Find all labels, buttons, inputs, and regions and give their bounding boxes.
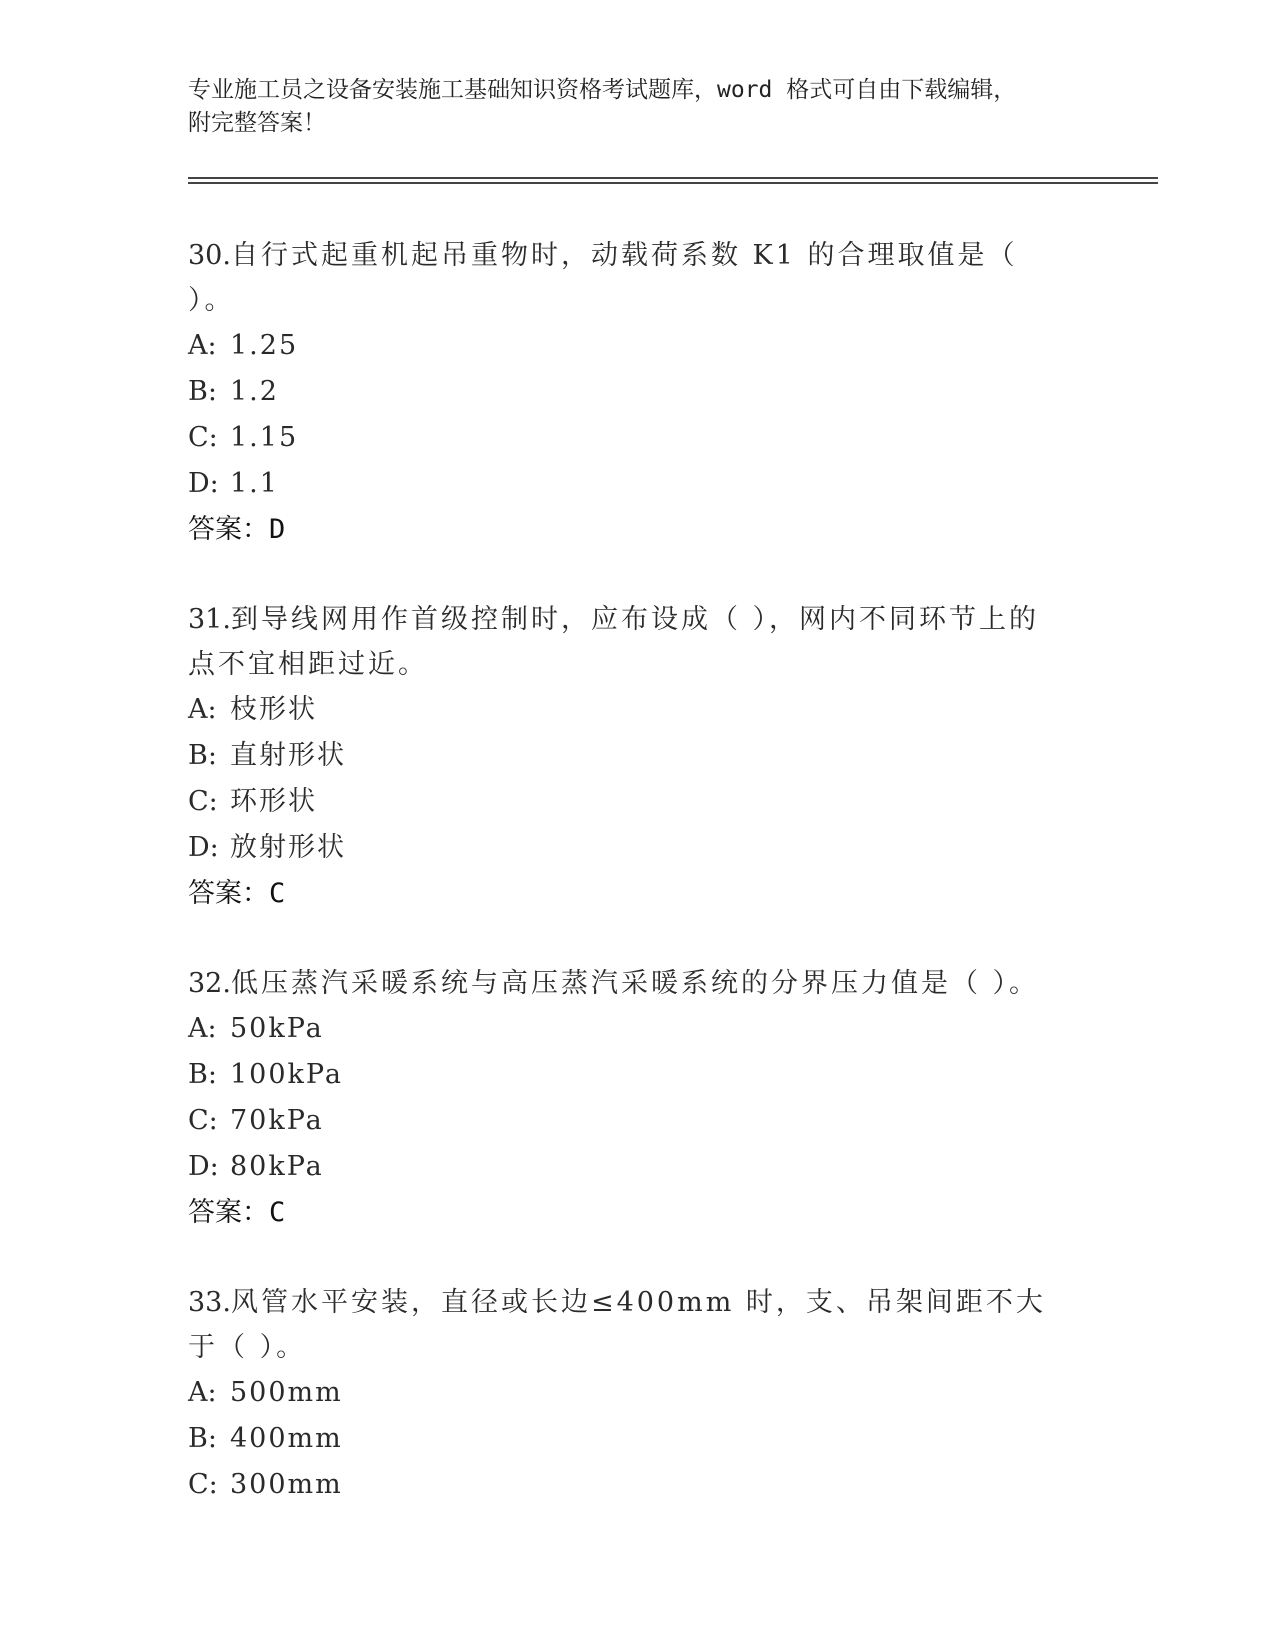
option-text: 50kPa <box>230 1013 324 1044</box>
option-letter: A: <box>188 694 217 725</box>
option-b <box>188 369 1088 415</box>
option-d <box>188 461 1088 507</box>
answer-line: 答案：C <box>188 878 286 909</box>
question-stem <box>188 961 1068 1006</box>
question-number: 30. <box>188 240 231 271</box>
option-c <box>188 1098 1088 1144</box>
option-letter: A: <box>188 1377 217 1408</box>
option-text: 1.15 <box>230 422 299 453</box>
option-letter: D: <box>188 832 219 863</box>
question-32 <box>188 961 1088 1236</box>
header-divider-top <box>188 177 1158 179</box>
question-text: 低压蒸汽采暖系统与高压蒸汽采暖系统的分界压力值是（ ）。 <box>230 968 1040 999</box>
answer-line: 答案：C <box>188 1197 286 1228</box>
option-letter: C: <box>188 422 218 453</box>
option-a <box>188 1006 1088 1052</box>
option-text: 环形状 <box>230 786 317 817</box>
question-stem <box>188 1280 1068 1370</box>
option-letter: B: <box>188 1423 217 1454</box>
question-stem <box>188 233 1068 323</box>
header-divider-bottom <box>188 182 1158 184</box>
option-letter: B: <box>188 740 217 771</box>
option-c <box>188 1462 1088 1508</box>
option-a <box>188 1370 1088 1416</box>
option-text: 直射形状 <box>230 740 346 771</box>
option-text: 500mm <box>230 1377 343 1408</box>
option-d <box>188 1144 1088 1190</box>
question-text: 自行式起重机起吊重物时，动载荷系数 K1 的合理取值是（ ）。 <box>188 240 1018 316</box>
document-header <box>188 74 1088 140</box>
question-stem <box>188 597 1068 687</box>
option-letter: B: <box>188 376 217 407</box>
option-text: 1.1 <box>230 468 279 499</box>
option-text: 100kPa <box>230 1059 343 1090</box>
option-letter: C: <box>188 1105 218 1136</box>
option-c <box>188 779 1088 825</box>
header-line-2: 附完整答案！ <box>188 110 326 136</box>
question-number: 31. <box>188 604 231 635</box>
question-text: 风管水平安装，直径或长边≤400mm 时，支、吊架间距不大于（ ）。 <box>188 1287 1046 1363</box>
question-33 <box>188 1280 1088 1508</box>
option-a <box>188 687 1088 733</box>
option-letter: D: <box>188 468 219 499</box>
question-number: 33. <box>188 1287 231 1318</box>
header-line-1: 专业施工员之设备安装施工基础知识资格考试题库，word 格式可自由下载编辑， <box>188 77 1017 103</box>
option-b <box>188 733 1088 779</box>
option-letter: D: <box>188 1151 219 1182</box>
option-letter: A: <box>188 1013 217 1044</box>
option-c <box>188 415 1088 461</box>
question-number: 32. <box>188 968 231 999</box>
question-30 <box>188 233 1088 553</box>
option-b <box>188 1052 1088 1098</box>
question-31 <box>188 597 1088 917</box>
option-text: 400mm <box>230 1423 343 1454</box>
option-text: 放射形状 <box>230 832 346 863</box>
option-a <box>188 323 1088 369</box>
option-letter: C: <box>188 1469 218 1500</box>
option-text: 70kPa <box>230 1105 324 1136</box>
question-list <box>188 233 1088 1552</box>
question-text: 到导线网用作首级控制时，应布设成（ ），网内不同环节上的点不宜相距过近。 <box>188 604 1040 680</box>
option-letter: C: <box>188 786 218 817</box>
option-letter: B: <box>188 1059 217 1090</box>
option-d <box>188 825 1088 871</box>
option-text: 80kPa <box>230 1151 324 1182</box>
option-text: 1.25 <box>230 330 299 361</box>
option-text: 1.2 <box>230 376 279 407</box>
option-b <box>188 1416 1088 1462</box>
answer-line: 答案：D <box>188 514 286 545</box>
option-text: 枝形状 <box>230 694 317 725</box>
option-text: 300mm <box>230 1469 343 1500</box>
option-letter: A: <box>188 330 217 361</box>
